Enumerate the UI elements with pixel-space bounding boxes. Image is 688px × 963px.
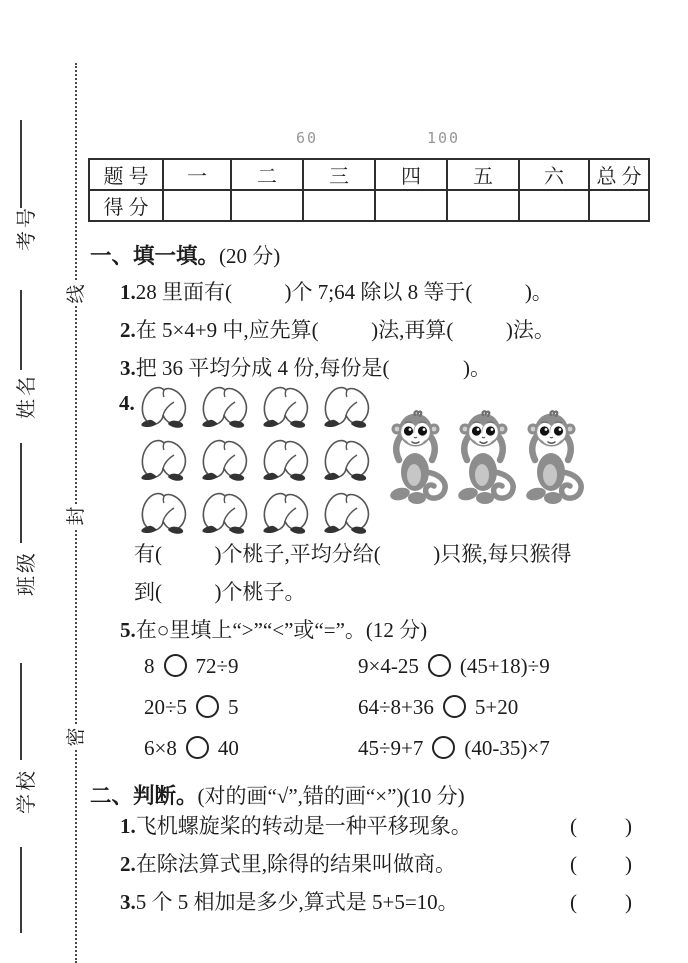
question-4-line1: 有( )个桃子,平均分给( )只猴,每只猴得 — [134, 542, 572, 566]
section1-heading — [90, 239, 280, 270]
judgment-1-number: 1. — [120, 814, 136, 838]
peach-icon — [199, 384, 251, 430]
comparison-rhs: (45+18)÷9 — [459, 654, 550, 678]
comparison-row1-left — [144, 653, 239, 679]
question-2-text: 在 5×4+9 中,应先算( )法,再算( )法。 — [135, 318, 555, 342]
peach-icon — [321, 490, 373, 536]
judgment-2-number: 2. — [120, 852, 136, 876]
comparison-rhs: (40-35)×7 — [464, 736, 550, 760]
comparison-lhs: 64÷8+36 — [358, 695, 434, 719]
comparison-circle — [196, 695, 219, 718]
judgment-3-number: 3. — [120, 890, 136, 914]
margin-blank-line — [20, 847, 22, 933]
comparison-rhs: 5+20 — [474, 695, 519, 719]
margin-label-exam-number: 考号 — [16, 205, 38, 251]
comparison-lhs: 8 — [144, 654, 155, 678]
score-table-cell: 四 — [375, 159, 447, 190]
peach-icon — [260, 437, 312, 483]
margin-label-school: 学校 — [16, 768, 38, 814]
monkey-icon — [386, 410, 452, 508]
comparison-circle — [186, 736, 209, 759]
comparison-rhs: 72÷9 — [195, 654, 239, 678]
score-empty-cell — [231, 190, 303, 221]
judgment-2-text: 在除法算式里,除得的结果叫做商。 — [135, 852, 456, 876]
score-table-header-row — [89, 159, 649, 190]
faint-number-left: 60 — [296, 129, 319, 147]
question-4-number — [119, 390, 135, 416]
question-5-number: 5. — [120, 618, 136, 642]
question-4-number-label: 4. — [119, 391, 135, 415]
section2-sub: (对的画“√”,错的画“×”)(10 分) — [197, 784, 465, 808]
section2-heading — [90, 779, 465, 810]
question-2 — [120, 317, 555, 343]
question-5 — [120, 617, 427, 643]
score-table-cell: 二 — [231, 159, 303, 190]
comparison-circle — [432, 736, 455, 759]
score-table-cell-total: 总 分 — [589, 159, 649, 190]
peach-icon — [260, 490, 312, 536]
judgment-item-3 — [120, 889, 682, 915]
comparison-row2-right — [358, 694, 518, 720]
comparison-circle — [428, 654, 451, 677]
seal-char-feng: 封 — [65, 504, 89, 528]
comparison-row2-left — [144, 694, 239, 720]
comparison-row3-right — [358, 735, 550, 761]
score-table-cell: 三 — [303, 159, 375, 190]
comparison-lhs: 6×8 — [144, 736, 177, 760]
seal-char-line: 线 — [65, 282, 89, 306]
peach-icon — [138, 437, 190, 483]
peach-icon — [199, 490, 251, 536]
paren-close: ) — [625, 814, 632, 838]
question-3-text: 把 36 平均分成 4 份,每份是( )。 — [135, 356, 491, 380]
question-3 — [120, 355, 491, 381]
section1-title: 一、填一填。 — [90, 244, 220, 268]
monkey-row — [386, 410, 588, 508]
judgment-1-text: 飞机螺旋桨的转动是一种平移现象。 — [135, 814, 472, 838]
margin-label-class: 班级 — [16, 550, 38, 596]
score-empty-cell — [519, 190, 589, 221]
question-3-number: 3. — [120, 356, 136, 380]
question-1 — [120, 279, 553, 305]
judgment-item-1 — [120, 813, 682, 839]
judgment-3-text: 5 个 5 相加是多少,算式是 5+5=10。 — [135, 890, 459, 914]
comparison-circle — [443, 695, 466, 718]
margin-label-name: 姓名 — [16, 373, 38, 419]
comparison-lhs: 20÷5 — [144, 695, 188, 719]
margin-blank-line — [20, 663, 22, 760]
score-table-cell-label: 得 分 — [89, 190, 163, 221]
score-table-cell-label: 题 号 — [89, 159, 163, 190]
comparison-lhs: 45÷9+7 — [358, 736, 424, 760]
paren-open: ( — [570, 814, 577, 838]
score-table-cell: 五 — [447, 159, 519, 190]
comparison-lhs: 9×4-25 — [358, 654, 419, 678]
paren-open: ( — [570, 890, 577, 914]
question-4-line2: 到( )个桃子。 — [134, 580, 306, 604]
score-table — [88, 158, 650, 222]
peach-grid — [138, 384, 373, 536]
margin-blank-line — [20, 443, 22, 543]
score-empty-cell — [303, 190, 375, 221]
margin-blank-line — [20, 120, 22, 208]
answer-parentheses — [570, 889, 632, 915]
question-1-text: 28 里面有( )个 7;64 除以 8 等于( )。 — [135, 280, 553, 304]
score-empty-cell — [447, 190, 519, 221]
comparison-row3-left — [144, 735, 239, 761]
section2-title: 二、判断。 — [90, 784, 198, 808]
score-empty-cell — [163, 190, 231, 221]
peach-icon — [199, 437, 251, 483]
faint-number-right: 100 — [427, 129, 461, 147]
comparison-row1-right — [358, 653, 550, 679]
peach-icon — [321, 437, 373, 483]
question-2-number: 2. — [120, 318, 136, 342]
seal-char-mi: 密 — [65, 725, 89, 749]
score-table-score-row — [89, 190, 649, 221]
score-table-cell: 一 — [163, 159, 231, 190]
paren-open: ( — [570, 852, 577, 876]
score-empty-cell — [589, 190, 649, 221]
paren-close: ) — [625, 852, 632, 876]
answer-parentheses — [570, 851, 632, 877]
score-table-cell: 六 — [519, 159, 589, 190]
question-1-number: 1. — [120, 280, 136, 304]
peach-icon — [138, 490, 190, 536]
comparison-rhs: 40 — [217, 736, 239, 760]
margin-blank-line — [20, 290, 22, 370]
peach-icon — [138, 384, 190, 430]
peach-icon — [260, 384, 312, 430]
score-empty-cell — [375, 190, 447, 221]
question-5-text: 在○里填上“>”“<”或“=”。(12 分) — [135, 618, 428, 642]
comparison-circle — [164, 654, 187, 677]
peach-icon — [321, 384, 373, 430]
section1-points: (20 分) — [219, 244, 281, 268]
answer-parentheses — [570, 813, 632, 839]
judgment-item-2 — [120, 851, 682, 877]
monkey-icon — [454, 410, 520, 508]
paren-close: ) — [625, 890, 632, 914]
monkey-icon — [522, 410, 588, 508]
comparison-rhs: 5 — [228, 695, 239, 719]
